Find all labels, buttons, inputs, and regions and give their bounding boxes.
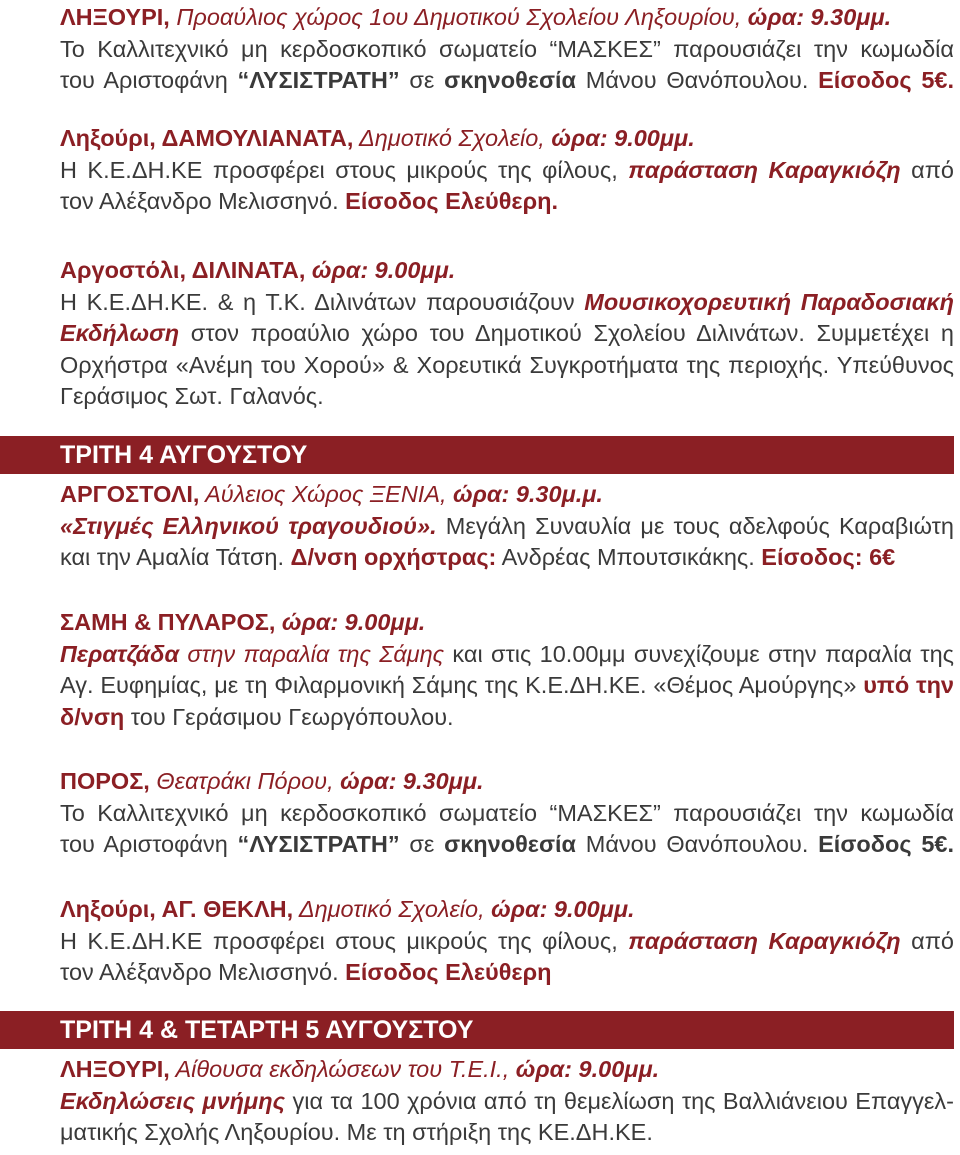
event-description: τον Αλέξανδρο Μελισσηνό. Είσοδος Ελεύθερη xyxy=(60,959,552,985)
entry-fee: Είσοδος Ελεύθερη. xyxy=(345,188,558,214)
event-description: του Αριστοφάνη “ΛΥΣΙΣΤΡΑΤΗ” σε σκηνοθεσία Μάνου Θανόπουλου. Είσοδος 5€. xyxy=(60,67,954,93)
event-time: ώρα: 9.00μμ. xyxy=(509,1056,660,1082)
event-time: ώρα: 9.30μμ. xyxy=(333,768,484,794)
event-description: Η Κ.Ε.ΔΗ.ΚΕ. & η Τ.Κ. Διλινάτων παρουσιάζουν Μουσικοχορευτική Παραδοσιακή xyxy=(60,288,954,315)
event-heading xyxy=(60,255,954,287)
event-description: τον Αλέξανδρο Μελισσηνό. Είσοδος Ελεύθερη. xyxy=(60,188,558,214)
event-description: Το Καλλιτεχνικό μη κερδοσκοπικό σωματείο “ΜΑΣΚΕΣ” παρουσιάζει την κωμωδία xyxy=(60,35,954,62)
date-banner xyxy=(0,1011,954,1049)
event-description: Περατζάδα στην παραλία της Σάμης και στις 10.00μμ συνεχίζουμε στην παραλία της xyxy=(60,640,954,667)
date-banner-label: ΤΡΙΤΗ 4 & ΤΕΤΑΡΤΗ 5 ΑΥΓΟΥΣΤΟΥ xyxy=(60,1016,474,1044)
entry-fee: Είσοδος Ελεύθερη xyxy=(345,959,552,985)
event-description: Η Κ.Ε.ΔΗ.ΚΕ προσφέρει στους μικρούς της φίλους, παράσταση Καραγκιόζη από xyxy=(60,156,954,183)
event-description: Η Κ.Ε.ΔΗ.ΚΕ προσφέρει στους μικρούς της φίλους, παράσταση Καραγκιόζη από xyxy=(60,927,954,954)
event-place: Αργοστόλι, ΔΙΛΙΝΑΤΑ, xyxy=(60,257,306,283)
entry-fee: Είσοδος: 6€ xyxy=(761,544,896,570)
event-time: ώρα: 9.00μμ. xyxy=(484,896,635,922)
event-lixouri-tei xyxy=(60,1054,954,1149)
event-damoulianata xyxy=(60,123,954,218)
date-banner-label: ΤΡΙΤΗ 4 ΑΥΓΟΥΣΤΟΥ xyxy=(60,441,308,469)
event-description: Αγ. Ευφημίας, με τη Φιλαρμονική Σάμης της Κ.Ε.ΔΗ.ΚΕ. «Θέμος Αμούργης» υπό την xyxy=(60,672,954,698)
event-description: του Αριστοφάνη “ΛΥΣΙΣΤΡΑΤΗ” σε σκηνοθεσία Μάνου Θανόπουλου. Είσοδος 5€. xyxy=(60,831,954,857)
event-heading xyxy=(60,1054,954,1086)
event-place: Ληξούρι, ΑΓ. ΘΕΚΛΗ, xyxy=(60,896,294,922)
event-heading xyxy=(60,607,954,639)
event-lixouri-school-1 xyxy=(60,2,954,97)
event-venue: Δημοτικό Σχολείο, xyxy=(293,896,485,922)
event-sami-pylaros xyxy=(60,607,954,733)
event-description: Εκδηλώσεις μνήμης για τα 100 χρόνια από τη θεμελίωση της Βαλλιάνειου Επαγγελ- xyxy=(60,1087,954,1114)
event-place: Ληξούρι, ΔΑΜΟΥΛΙΑΝΑΤΑ, xyxy=(60,125,354,151)
event-time: ώρα: 9.30μ.μ. xyxy=(446,481,603,507)
event-place: ΣΑΜΗ & ΠΥΛΑΡΟΣ, xyxy=(60,609,276,635)
event-description: και την Αμαλία Τάτση. Δ/νση ορχήστρας: Ανδρέας Μπουτσικάκης. Είσοδος: 6€ xyxy=(60,544,896,570)
event-time: ώρα: 9.00μμ. xyxy=(305,257,456,283)
event-heading xyxy=(60,894,954,926)
event-argostoli-xenia xyxy=(60,479,954,574)
event-venue: Δημοτικό Σχολείο, xyxy=(353,125,545,151)
event-agia-thekli xyxy=(60,894,954,989)
event-time: ώρα: 9.30μμ. xyxy=(741,4,892,30)
event-description: Γεράσιμος Σωτ. Γαλανός. xyxy=(60,383,324,409)
event-description: Ορχήστρα «Ανέμη του Χορού» & Χορευτικά Συγκροτήματα της περιοχής. Υπεύθυνος xyxy=(60,351,954,378)
entry-fee: Είσοδος 5€. xyxy=(818,831,954,857)
event-heading xyxy=(60,479,954,511)
event-place: ΑΡΓΟΣΤΟΛΙ, xyxy=(60,481,200,507)
event-dilinata xyxy=(60,255,954,413)
event-description: «Στιγμές Ελληνικού τραγουδιού». Μεγάλη Συναυλία με τους αδελφούς Καραβιώτη xyxy=(60,512,954,539)
event-time: ώρα: 9.00μμ. xyxy=(275,609,426,635)
event-venue: Θεατράκι Πόρου, xyxy=(149,768,334,794)
event-description: ματικής Σχολής Ληξουρίου. Με τη στήριξη της ΚΕ.ΔΗ.ΚΕ. xyxy=(60,1119,653,1145)
event-place: ΛΗΞΟΥΡΙ, xyxy=(60,4,170,30)
event-poros xyxy=(60,766,954,861)
event-venue: Αίθουσα εκδηλώσεων του Τ.Ε.Ι., xyxy=(169,1056,510,1082)
event-venue: Αύλειος Χώρος ΞΕΝΙΑ, xyxy=(199,481,447,507)
entry-fee: Είσοδος 5€. xyxy=(818,67,954,93)
event-heading xyxy=(60,2,954,34)
event-heading xyxy=(60,123,954,155)
event-place: ΠΟΡΟΣ, xyxy=(60,768,150,794)
date-banner xyxy=(0,436,954,474)
event-time: ώρα: 9.00μμ. xyxy=(544,125,695,151)
event-venue: Προαύλιος χώρος 1ου Δημοτικού Σχολείου Ληξουρίου, xyxy=(169,4,742,30)
event-description: Εκδήλωση στον προαύλιο χώρο του Δημοτικού Σχολείου Διλινάτων. Συμμετέχει η xyxy=(60,320,954,346)
event-description: δ/νση του Γεράσιμου Γεωργόπουλου. xyxy=(60,703,454,730)
event-description: Το Καλλιτεχνικό μη κερδοσκοπικό σωματείο “ΜΑΣΚΕΣ” παρουσιάζει την κωμωδία xyxy=(60,799,954,826)
event-heading xyxy=(60,766,954,798)
event-place: ΛΗΞΟΥΡΙ, xyxy=(60,1056,170,1082)
